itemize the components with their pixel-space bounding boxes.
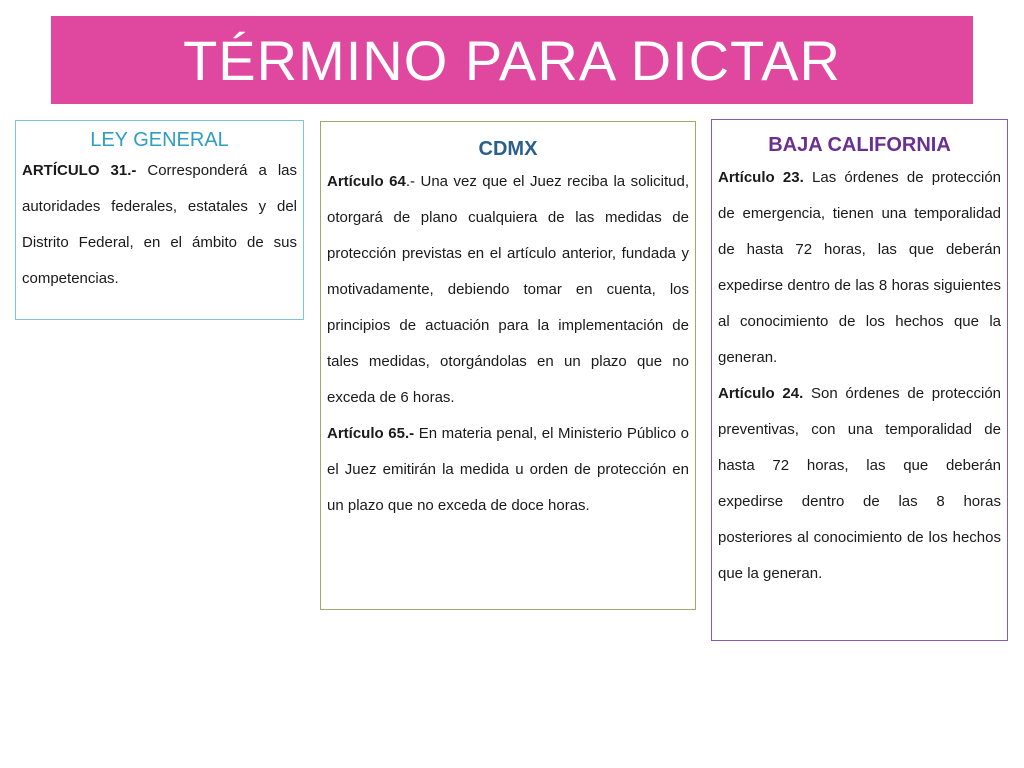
page-title: TÉRMINO PARA DICTAR bbox=[183, 28, 841, 92]
article-31-text: Corresponderá a las autoridades federales, estatales y del Distrito Federal, en el ámbito de sus competencias. bbox=[22, 162, 297, 287]
article-64-label: Artículo 64 bbox=[327, 173, 406, 190]
cdmx-article-64 bbox=[327, 164, 689, 416]
title-banner bbox=[51, 16, 973, 104]
article-24-text: Son órdenes de protección preventivas, con una temporalidad de hasta 72 horas, las que deberán expedirse dentro de las 8 horas posteriores al conocimiento de los hechos que la generan. bbox=[718, 385, 1001, 582]
ley-general-heading: LEY GENERAL bbox=[90, 129, 229, 151]
baja-california-heading: BAJA CALIFORNIA bbox=[768, 134, 951, 156]
article-64-text: .- Una vez que el Juez reciba la solicitud, otorgará de plano cualquiera de las medidas de protección previstas en el artículo anterior, fundada y motivadamente, debiendo tomar en cuenta, los principios de actuación para la implementación de tales medidas, otorgándolas en un plazo que no exceda de 6 horas. bbox=[327, 173, 689, 406]
cdmx-heading: CDMX bbox=[478, 138, 538, 160]
article-23-label: Artículo 23. bbox=[718, 169, 804, 186]
bc-article-23 bbox=[718, 160, 1001, 376]
ley-general-box bbox=[15, 120, 304, 320]
cdmx-box bbox=[320, 121, 696, 610]
article-65-text: En materia penal, el Ministerio Público o el Juez emitirán la medida u orden de protección en un plazo que no exceda de doce horas. bbox=[327, 425, 689, 514]
cdmx-article-65 bbox=[327, 416, 689, 524]
bc-article-24 bbox=[718, 376, 1001, 592]
article-24-label: Artículo 24. bbox=[718, 385, 804, 402]
article-65-label: Artículo 65.- bbox=[327, 425, 415, 442]
article-23-text: Las órdenes de protección de emergencia, tienen una temporalidad de hasta 72 horas, las que deberán expedirse dentro de las 8 horas siguientes al conocimiento de los hechos que la generan. bbox=[718, 169, 1002, 366]
baja-california-box bbox=[711, 119, 1008, 641]
ley-general-article-31 bbox=[22, 153, 297, 297]
article-31-label: ARTÍCULO 31.- bbox=[22, 162, 137, 179]
